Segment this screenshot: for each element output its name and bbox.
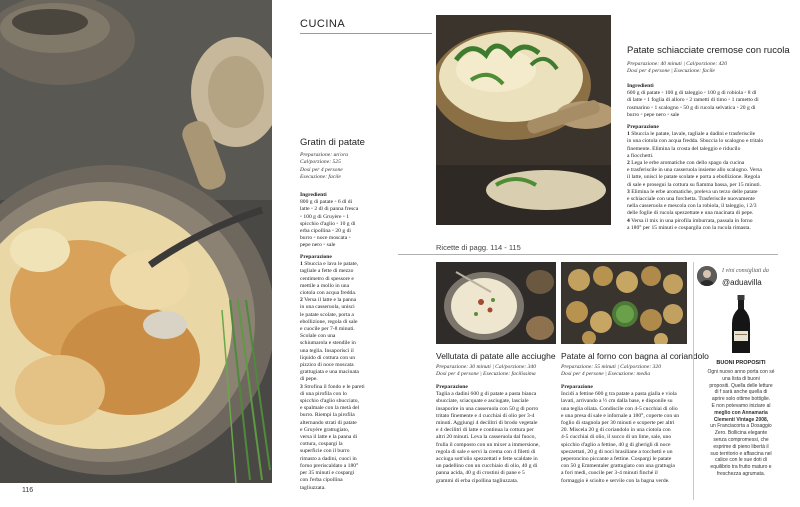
avatar — [697, 266, 717, 286]
section-divider — [300, 33, 432, 34]
ricette-label: Ricette di pagg. 114 - 115 — [436, 243, 521, 252]
gratin-title: Gratin di patate — [300, 137, 365, 148]
schiacciate-preparation: Preparazione 1 Sbuccia le patate, lavale, tagliale a dadini e trasferiscile in una ciotola con acqua fredda. Sbuccia lo scalogno e tritalo finemente. Elimina la crosta del taleggio e riducilo a fiocchetti. 2 Lega le erbe aromatiche con dello spago da cucina e trasferiscile in una casseruola insieme allo scalogno. Versa il latte, unisci le patate scolate e porta a ebollizione. Regola di sale e prosegui la cottura su fiamma bassa, per 15 minuti. 3 Elimina le erbe aromatiche, preleva un terzo delle patate e schiacciale con una forchetta. Trasferiscile nuovamente nella casseruola e mescola con la robiola, il taleggio, i 2/3 delle foglie di rucola spezzettate e una macinata di pepe. 4 Versa il mix in una pirofila imburrata, passala in forno a 180° per 15 minuti e cospargila con la rucola rimasta. — [627, 124, 764, 231]
author-handle[interactable]: @aduavilla — [722, 278, 762, 287]
schiacciate-ingredients: Ingredienti 600 g di patate ◦ 100 g di taleggio ◦ 100 g di robiola ◦ 8 dl di latte ◦ 1 foglia di alloro ◦ 2 rametti di timo ◦ 1 rametto di rosmarino ◦ 1 scalogno ◦ 50 g di rucola selvatica ◦ 20 g di burro ◦ pepe nero ◦ sale — [627, 83, 759, 118]
wine-bottle-icon — [726, 295, 756, 353]
forno-preparation: Preparazione Incidi a fettine 600 g tra patate a pasta gialla e viola lavati, arrivando a ½ cm dalla base, e disponile su una teglia oliata. Condiscile con 4-5 cucchiai di olio e una presa di sale e infornale a 180°, coperte con un foglio di stagnola per 30 minuti e scoperte per altri 20. Miscela 20 g di coriandolo in una ciotola con 4-5 cucchiai di olio, il succo di un lime, sale, uno spicchio d'aglio a fettine, 40 g di gherigli di noce spezzettati, 20 g di noci brasiliane a tocchetti e un peperoncino piccante a fettine. Cospargi le patate con 50 g Emmentaler grattugiato con una grattugia a fori medi, cuocile per 3-4 minuti finché il formaggio è sciolto e servile con la bagna verde. — [561, 384, 680, 484]
schiacciate-photo — [436, 15, 611, 225]
gratin-photo — [0, 0, 272, 483]
gratin-ingredients: Ingredienti 800 g di patate ◦ 6 dl di latte ◦ 2 dl di panna fresca ◦ 100 g di Gruyère ◦ 1 spicchio d'aglio ◦ 10 g di erba cipollina ◦ 20 g di burro ◦ noce moscata ◦ pepe nero ◦ sale — [300, 192, 359, 249]
gratin-preparation: Preparazione 1 Sbuccia e lava le patate, tagliale a fette di mezzo centimetro di spessore e mettile a mollo in una ciotola con acqua fredda. 2 Versa il latte e la panna in una casseruola, unisci le patate scolate, porta a ebollizione, regola di sale e cuocile per 7-8 minuti. Scolale con una schiumarola e stendile in una teglia. Insaporisci il liquido di cottura con un pizzico di noce moscata grattugiata e una macinata di pepe. 3 Strofina il fondo e le pareti di una pirofila con lo spicchio d'aglio sbucciato, e spalmale con la metà del burro. Riempi la pirofila alternando strati di patate e Gruyère grattugiato, versa il latte e la panna di cottura, cospargi la superficie con il burro rimasto a dadini, cuoci in forno preriscaldato a 180° per 35 minuti e cospargi con l'erba cipollina tagliuzzata. — [300, 254, 365, 491]
schiacciate-meta: Preparazione: 40 minuti | Cal/porzione: 420 Dosi per 4 persone | Esecuzione: facile — [627, 61, 727, 75]
sidebar-title: BUONI PROPOSITI — [716, 360, 766, 366]
ricette-divider — [398, 254, 778, 255]
forno-meta: Preparazione: 55 minuti | Cal/porzione: 320 Dosi per 4 persone | Esecuzione: media — [561, 364, 661, 378]
sidebar-text: Ogni nuovo anno porta con sé una lista di buoni propositi. Quella delle letture di f sarà anche quella di aprire solo ottime bottiglie. E non potevamo iniziare al meglio con Annamaria Clementi Vintage 2008, un Franciacorta a Dosaggio Zero. Bollicina elegante senza compromessi, che esprime di pieno libertà il suo territorio e affascina nel calice con le sue doti di equilibrio tra frutto maturo e freschezza agrumata. — [707, 369, 775, 477]
gratin-meta: Preparazione: un'ora Cal/porzione: 525 Dosi per 4 persone Esecuzione: facile — [300, 152, 349, 181]
section-label: CUCINA — [300, 18, 346, 30]
page-number: 116 — [22, 487, 34, 494]
vellutata-meta: Preparazione: 30 minuti | Cal/porzione: 340 Dosi per 4 persone | Esecuzione: facilissima — [436, 364, 536, 378]
forno-photo — [561, 262, 687, 344]
forno-title: Patate al forno con bagna al coriandolo — [561, 351, 709, 361]
vellutata-photo — [436, 262, 556, 344]
schiacciate-title: Patate schiacciate cremose con rucola — [627, 45, 790, 56]
vini-label: I vini consigliati da — [722, 268, 769, 274]
vellutata-title: Vellutata di patate alle acciughe — [436, 351, 556, 361]
vellutata-preparation: Preparazione Taglia a dadini 600 g di patate a pasta bianca sbucciate, sciacquate e asciugate, lasciale insaporire in una casseruola con 50 g di porro tritato finemente e 4 cucchiai di olio per 3-4 minuti. Aggiungi 4 decilitri di brodo vegetale e 4 decilitri di latte e continua la cottura per altri 20 minuti. Leva la casseruola dal fuoco, frulla il composto con un mixer a immersione, regola di sale e servi la crema con 4 filetti di acciuga sott'olio spezzettati e fette scaldate in un padellino con un cucchiaio di olio, 40 g di panna acida, 40 g di crostini di pane e 5 grammi di erba cipollina tagliuzzata. — [436, 384, 540, 484]
